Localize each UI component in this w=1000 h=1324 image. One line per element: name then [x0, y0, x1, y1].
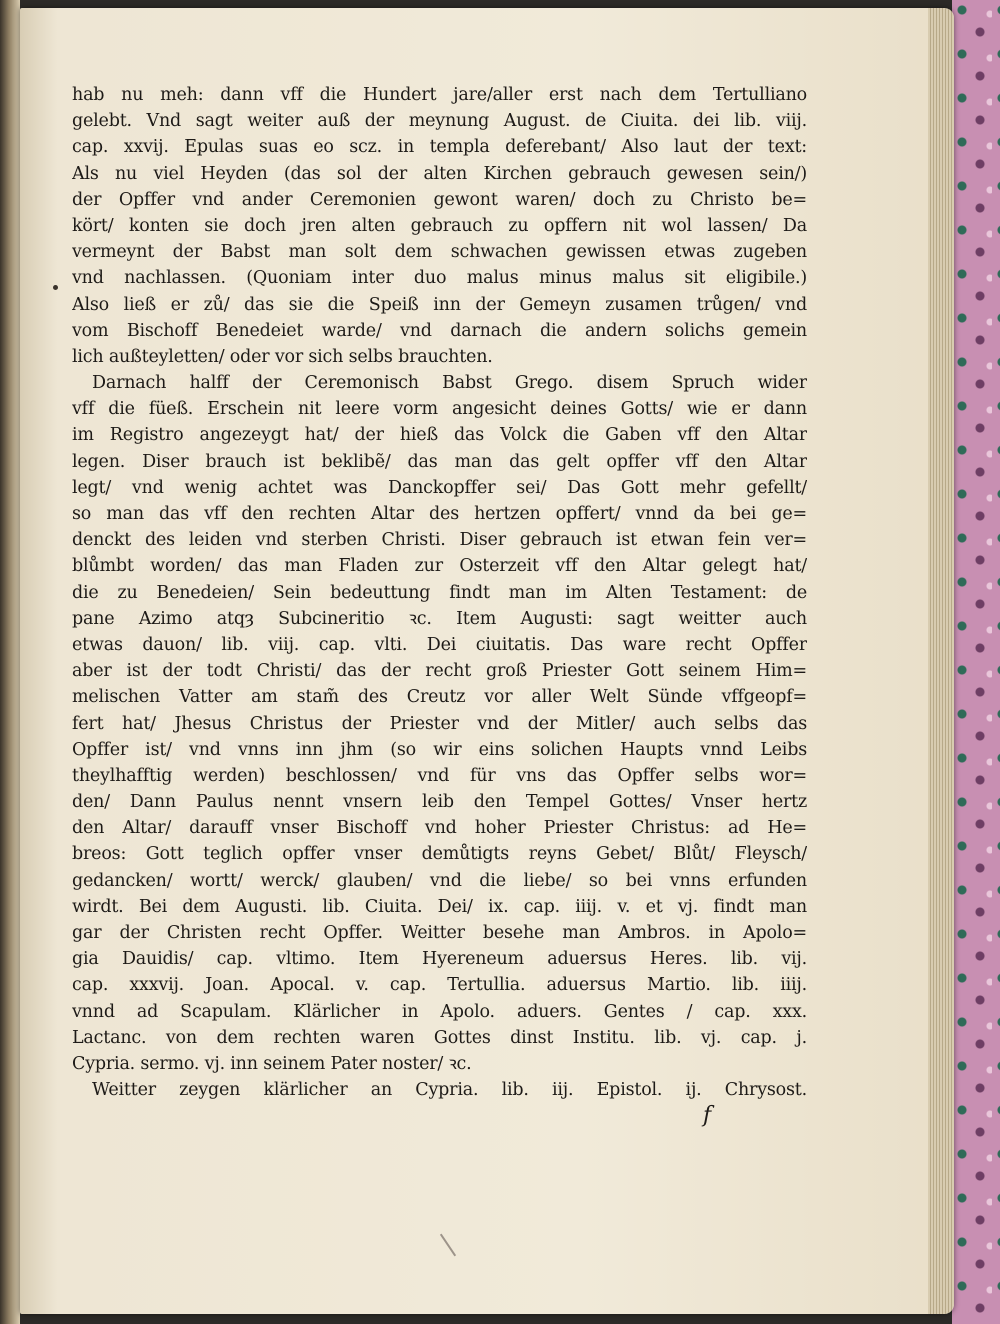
text-line: Cypria. sermo. vj. inn seinem Pater noster/ ꝛc.: [72, 1053, 472, 1074]
body-text: [72, 82, 807, 1103]
text-line: kört/ konten sie doch jren alten gebrauch zu opffern nit wol lassen/ Da: [72, 215, 807, 236]
text-line: cap. xxxvij. Joan. Apocal. v. cap. Tertullia. aduersus Martio. lib. iiij.: [72, 975, 807, 996]
text-line: lich außteyletten/ oder vor sich selbs brauchten.: [72, 346, 493, 367]
text-line: legt/ vnd wenig achtet was Danckopffer sei/ Das Gott mehr gefellt/: [72, 477, 807, 498]
paragraph-start-line: Weitter zeygen klärlicher an Cypria. lib. iij. Epistol. ij. Chrysost.: [92, 1080, 807, 1101]
text-line: vermeynt der Babst man solt dem schwachen gewissen etwas zugeben: [72, 242, 807, 263]
text-line: gar der Christen recht Opffer. Weitter besehe man Ambros. in Apolo=: [72, 923, 807, 943]
text-line: aber ist der todt Christi/ das der recht groß Priester Gott seinem Him=: [72, 661, 807, 682]
text-line: gelebt. Vnd sagt weiter auß der meynung August. de Ciuita. dei lib. viij.: [72, 111, 807, 132]
text-line: Also ließ er zů/ das sie die Speiß inn der Gemeyn zusamen trůgen/ vnd: [72, 294, 807, 315]
margin-mark: [53, 285, 58, 290]
text-line: Als nu viel Heyden (das sol der alten Kirchen gebrauch gewesen sein/): [72, 163, 807, 184]
text-line: im Registro angezeygt hat/ der hieß das Volck die Gaben vff den Altar: [72, 425, 807, 446]
text-line: die zu Benedeien/ Sein bedeuttung findt man im Alten Testament: de: [72, 582, 807, 603]
page-edges: [928, 8, 954, 1314]
text-line: legen. Diser brauch ist beklibẽ/ das man das gelt opffer vff den Altar: [72, 451, 807, 472]
book-binding: [0, 0, 20, 1324]
text-line: gedancken/ wortt/ werck/ glauben/ vnd die liebe/ so bei vnns erfunden: [72, 870, 807, 891]
text-line: blůmbt worden/ das man Fladen zur Osterzeit vff den Altar gelegt hat/: [72, 556, 807, 577]
text-line: breos: Gott teglich opffer vnser demůtigts reyns Gebet/ Blůt/ Fleysch/: [72, 844, 807, 865]
text-line: vnd nachlassen. (Quoniam inter duo malus minus malus sit eligibile.): [72, 268, 807, 289]
text-line: fert hat/ Jhesus Christus der Priester vnd der Mitler/ auch selbs das: [72, 713, 807, 734]
text-line: theylhafftig werden) beschlossen/ vnd für vns das Opffer selbs wor=: [72, 765, 807, 786]
text-line: so man das vff den rechten Altar des hertzen opffert/ vnnd da bei ge=: [72, 504, 807, 524]
text-line: melischen Vatter am stam̃ des Creutz vor aller Welt Sünde vffgeopf=: [72, 687, 807, 708]
text-line: denckt des leiden vnd sterben Christi. Diser gebrauch ist etwan fein ver=: [72, 530, 807, 551]
text-line: vom Bischoff Benedeiet warde/ vnd darnach die andern solichs gemein: [72, 320, 807, 341]
marbled-endpaper: [952, 0, 1000, 1324]
text-line: den Altar/ darauff vnser Bischoff vnd hoher Priester Christus: ad He=: [72, 818, 807, 839]
text-line: vff die füeß. Erschein nit leere vorm angesicht deines Gotts/ wie er dann: [72, 399, 807, 420]
text-line: hab nu meh: dann vff die Hundert jare/aller erst nach dem Tertulliano: [72, 85, 807, 105]
signature-mark: f: [703, 1103, 712, 1128]
text-line: Opffer ist/ vnd vnns inn jhm (so wir eins solichen Haupts vnnd Leibs: [72, 739, 807, 760]
text-line: cap. xxvij. Epulas suas eo scz. in templa deferebant/ Also laut der text:: [72, 137, 807, 158]
text-line: Lactanc. von dem rechten waren Gottes dinst Institu. lib. vj. cap. j.: [72, 1027, 807, 1048]
paragraph-start-line: Darnach halff der Ceremonisch Babst Grego. disem Spruch wider: [92, 373, 807, 394]
text-line: pane Azimo atqȝ Subcineritio ꝛc. Item Augusti: sagt weitter auch: [72, 608, 807, 629]
text-line: der Opffer vnd ander Ceremonien gewont waren/ doch zu Christo be=: [72, 189, 807, 210]
text-line: gia Dauidis/ cap. vltimo. Item Hyereneum aduersus Heres. lib. vij.: [72, 949, 807, 970]
text-line: vnnd ad Scapulam. Klärlicher in Apolo. aduers. Gentes / cap. xxx.: [72, 1001, 807, 1022]
text-line: wirdt. Bei dem Augusti. lib. Ciuita. Dei/ ix. cap. iiij. v. et vj. findt man: [72, 896, 807, 917]
text-line: etwas dauon/ lib. viij. cap. vlti. Dei ciuitatis. Das ware recht Opffer: [72, 634, 807, 655]
text-line: den/ Dann Paulus nennt vnsern leib den Tempel Gottes/ Vnser hertz: [72, 792, 807, 813]
